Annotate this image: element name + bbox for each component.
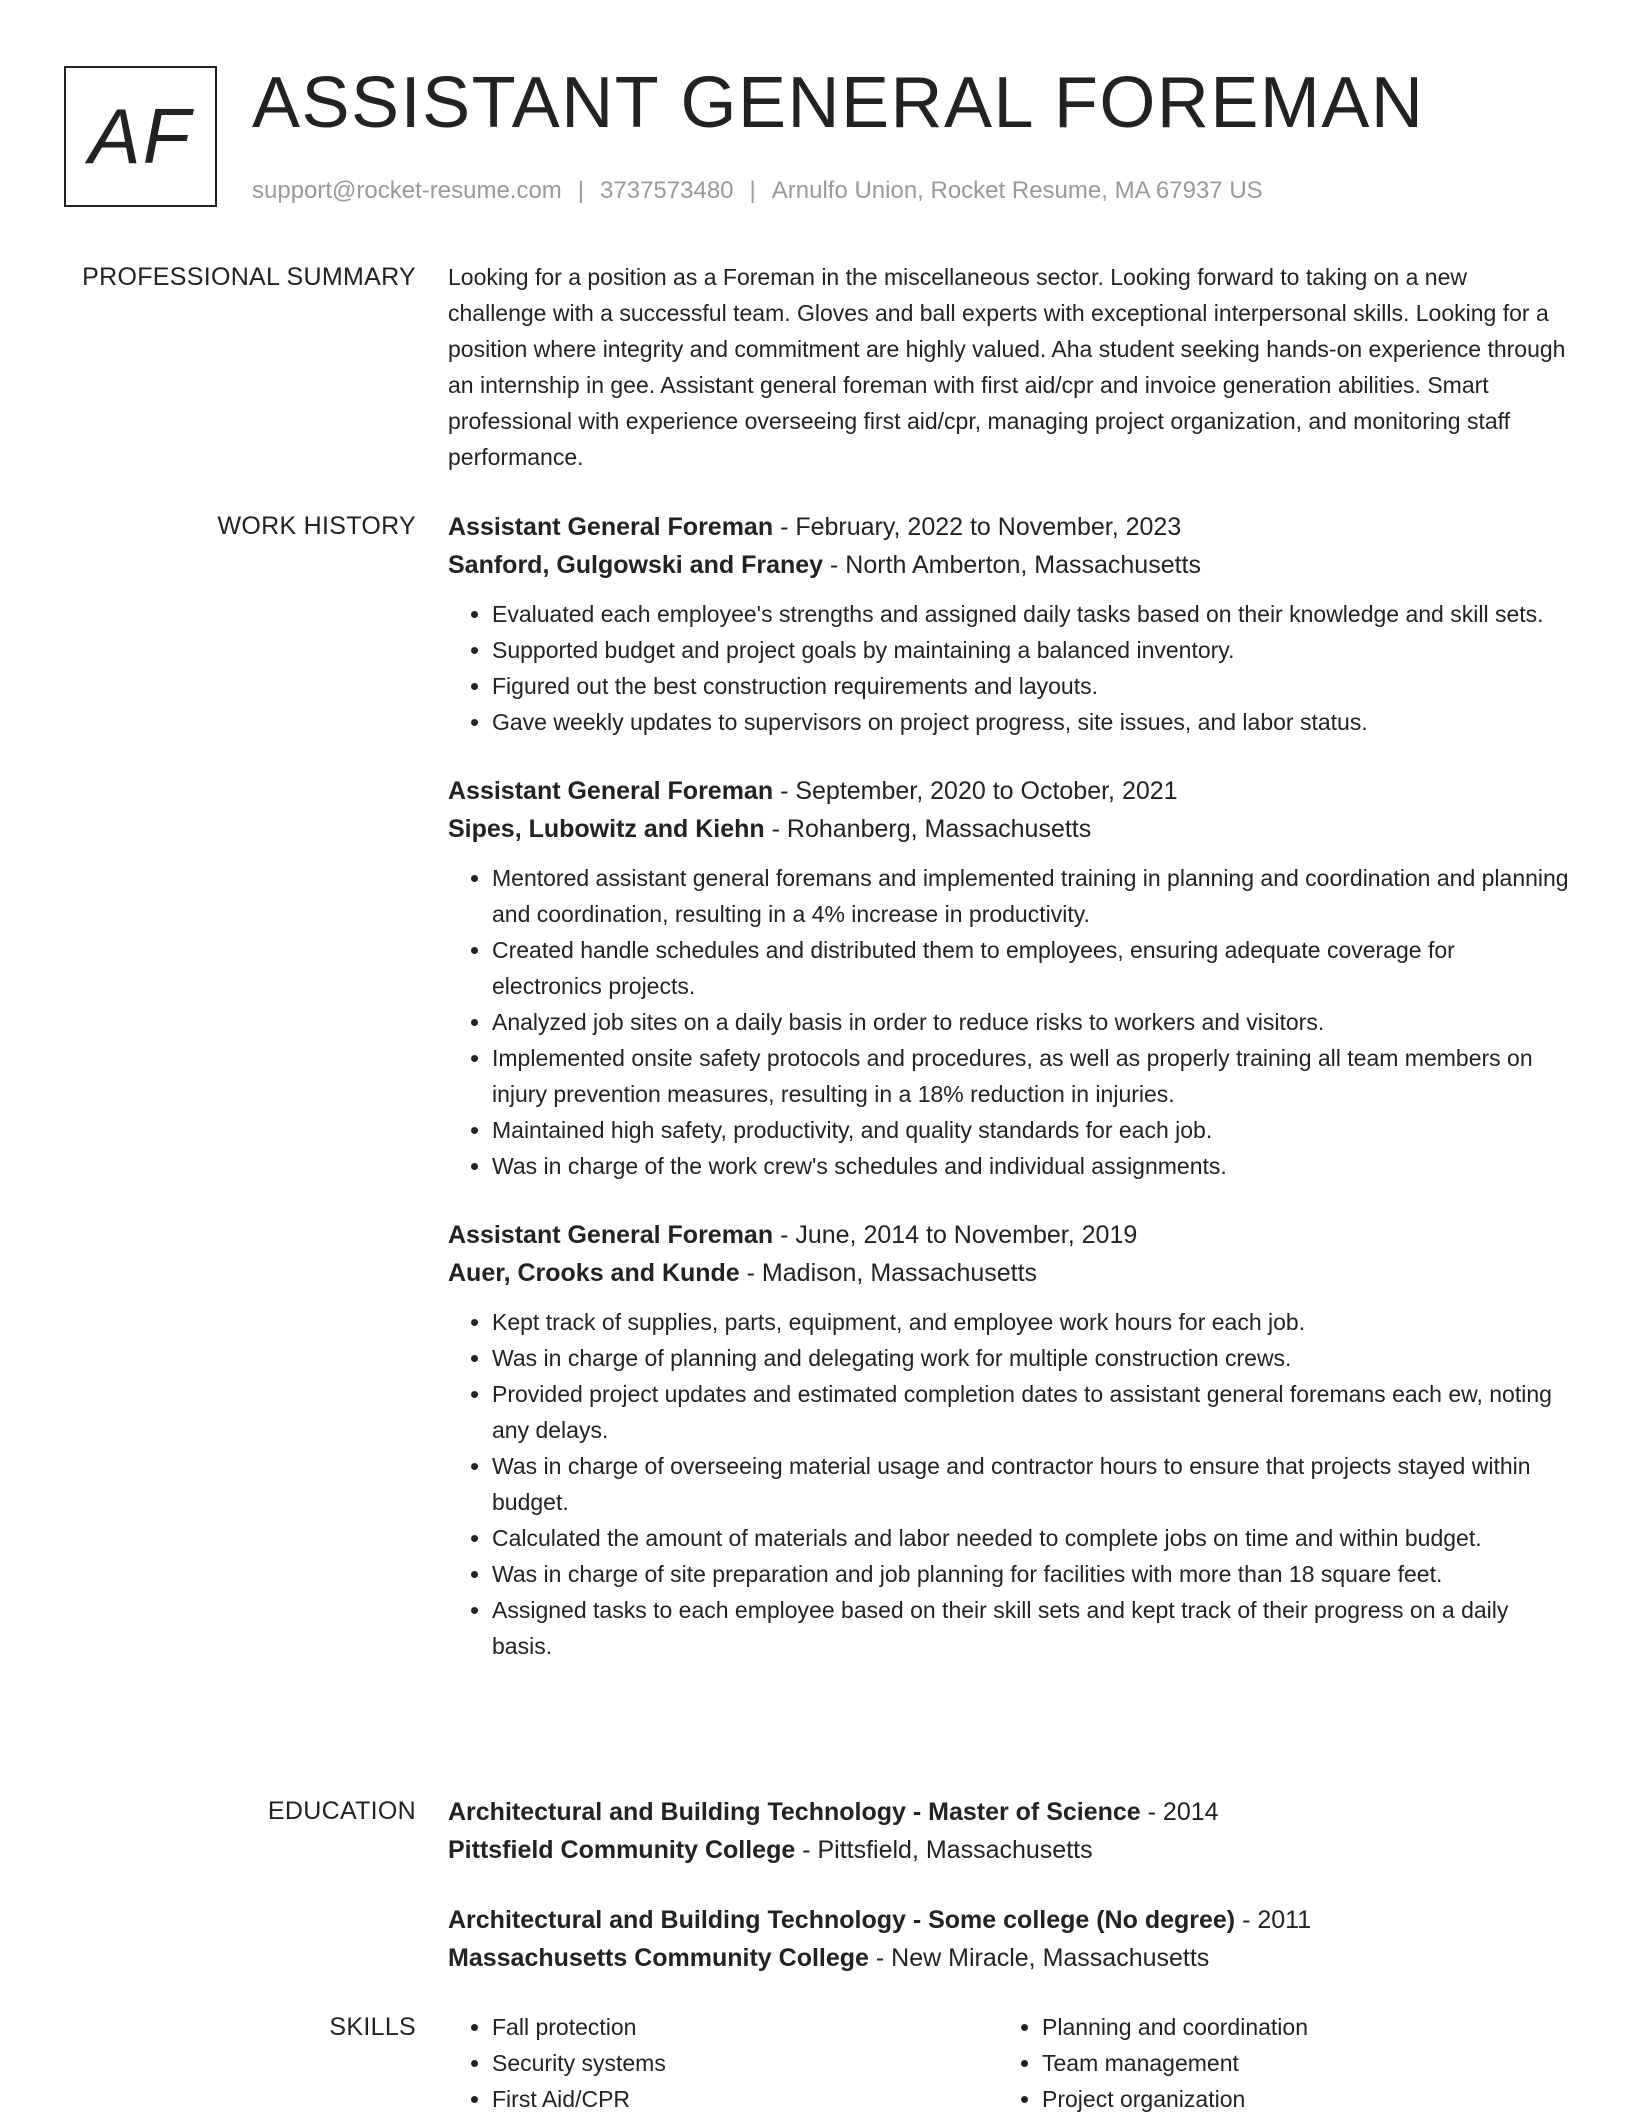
section-label-education: EDUCATION	[267, 1797, 416, 1825]
monogram-logo: AF	[64, 66, 217, 207]
job-entry	[448, 772, 1570, 1184]
job-location: - North Amberton, Massachusetts	[823, 551, 1201, 579]
summary-text: Looking for a position as a Foreman in the miscellaneous sector. Looking forward to taking on a new challenge with a successful team. Gloves and ball experts with exceptional interpersonal skills. Looking for a position where integrity and commitment are highly valued. Aha student seeking hands-on experience through an internship in gee. Assistant general foreman with first aid/cpr and invoice generation abilities. Smart professional with experience overseeing first aid/cpr, managing project organization, and monitoring staff performance.	[448, 264, 1566, 470]
job-bullet: • Assigned tasks to each employee based on their skill sets and kept track of their progress on a daily basis.	[492, 1592, 1570, 1664]
job-entry	[448, 1216, 1570, 1664]
education-year: - 2014	[1140, 1798, 1219, 1826]
job-bullets	[448, 860, 1570, 1184]
job-entry	[448, 508, 1570, 740]
skill-item: • Security systems	[492, 2045, 998, 2081]
job-bullet: • Was in charge of overseeing material usage and contractor hours to ensure that projects stayed within budget.	[492, 1448, 1570, 1520]
job-bullet: • Was in charge of site preparation and job planning for facilities with more than 18 square feet.	[492, 1556, 1570, 1592]
work-history-list	[448, 508, 1570, 1696]
job-bullets	[448, 1304, 1570, 1664]
job-bullet: • Analyzed job sites on a daily basis in order to reduce risks to workers and visitors.	[492, 1004, 1570, 1040]
contact-line	[252, 176, 1263, 206]
contact-email: support@rocket-resume.com	[252, 177, 562, 204]
job-title: Assistant General Foreman	[448, 777, 774, 805]
section-label-work-history: WORK HISTORY	[217, 512, 416, 540]
education-degree: Architectural and Building Technology - Some college (No degree)	[448, 1906, 1236, 1934]
job-bullets	[448, 596, 1570, 740]
skill-item: • Team management	[1042, 2045, 1548, 2081]
skill-item: • First Aid/CPR	[492, 2081, 998, 2117]
skill-item: • Fall protection	[492, 2009, 998, 2045]
education-entry	[448, 1793, 1570, 1869]
job-bullet: • Maintained high safety, productivity, and quality standards for each job.	[492, 1112, 1570, 1148]
job-bullet: • Provided project updates and estimated completion dates to assistant general foremans each ew, noting any delays.	[492, 1376, 1570, 1448]
skills-list-left	[448, 2009, 998, 2117]
job-location: - Madison, Massachusetts	[739, 1259, 1038, 1287]
contact-phone: 3737573480	[600, 177, 734, 204]
job-title: Assistant General Foreman	[448, 513, 774, 541]
job-title: Assistant General Foreman	[448, 1221, 774, 1249]
skills-list-right	[998, 2009, 1548, 2117]
job-bullet: • Was in charge of the work crew's schedules and individual assignments.	[492, 1148, 1570, 1184]
job-dates: - June, 2014 to November, 2019	[773, 1221, 1138, 1249]
job-bullet: • Mentored assistant general foremans and implemented training in planning and coordination and planning and coordination, resulting in a 4% increase in productivity.	[492, 860, 1570, 932]
job-company: Sipes, Lubowitz and Kiehn	[448, 815, 765, 843]
job-company: Auer, Crooks and Kunde	[448, 1259, 740, 1287]
job-bullet: • Created handle schedules and distributed them to employees, ensuring adequate coverage for electronics projects.	[492, 932, 1570, 1004]
job-bullet: • Calculated the amount of materials and labor needed to complete jobs on time and within budget.	[492, 1520, 1570, 1556]
job-bullet: • Supported budget and project goals by maintaining a balanced inventory.	[492, 632, 1570, 668]
section-label-summary: PROFESSIONAL SUMMARY	[82, 263, 416, 291]
job-dates: - September, 2020 to October, 2021	[773, 777, 1178, 805]
education-year: - 2011	[1235, 1906, 1312, 1934]
education-school: Massachusetts Community College	[448, 1944, 869, 1972]
job-bullet: • Gave weekly updates to supervisors on project progress, site issues, and labor status.	[492, 704, 1570, 740]
job-location: - Rohanberg, Massachusetts	[764, 815, 1092, 843]
job-bullet: • Was in charge of planning and delegating work for multiple construction crews.	[492, 1340, 1570, 1376]
education-school: Pittsfield Community College	[448, 1836, 796, 1864]
job-bullet: • Kept track of supplies, parts, equipment, and employee work hours for each job.	[492, 1304, 1570, 1340]
education-location: - Pittsfield, Massachusetts	[795, 1836, 1093, 1864]
education-degree: Architectural and Building Technology - Master of Science	[448, 1798, 1141, 1826]
education-location: - New Miracle, Massachusetts	[868, 1944, 1210, 1972]
job-company: Sanford, Gulgowski and Franey	[448, 551, 824, 579]
skill-item: • Planning and coordination	[1042, 2009, 1548, 2045]
contact-address: Arnulfo Union, Rocket Resume, MA 67937 US	[771, 177, 1263, 204]
job-dates: - February, 2022 to November, 2023	[773, 513, 1182, 541]
resume-title: ASSISTANT GENERAL FOREMAN	[252, 63, 1425, 143]
skills-grid	[448, 2009, 1570, 2117]
skill-item: • Project organization	[1042, 2081, 1548, 2117]
job-bullet: • Implemented onsite safety protocols and procedures, as well as properly training all team members on injury prevention measures, resulting in a 18% reduction in injuries.	[492, 1040, 1570, 1112]
contact-separator: |	[577, 177, 585, 204]
education-entry	[448, 1901, 1570, 1977]
section-label-skills: SKILLS	[329, 2013, 416, 2041]
job-bullet: • Figured out the best construction requirements and layouts.	[492, 668, 1570, 704]
contact-separator: |	[749, 177, 756, 204]
job-bullet: • Evaluated each employee's strengths and assigned daily tasks based on their knowledge and skill sets.	[492, 596, 1570, 632]
